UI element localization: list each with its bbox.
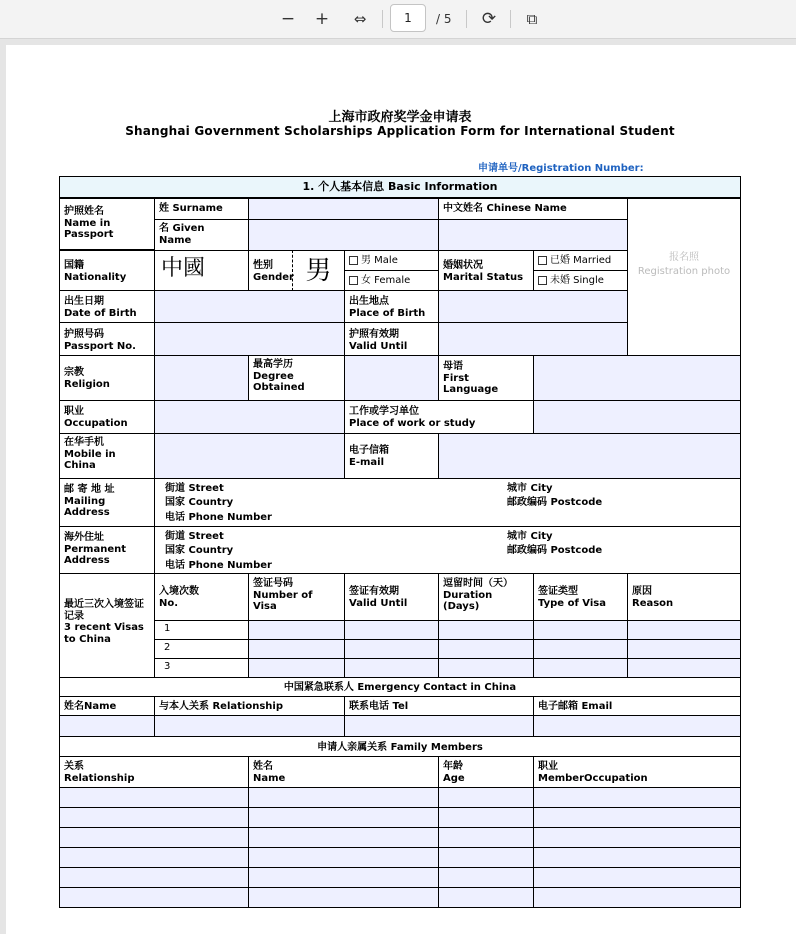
visa-cell[interactable] — [248, 658, 345, 678]
toolbar-divider — [466, 10, 467, 28]
visa-header-entries: 入境次数 No. — [154, 573, 249, 621]
place-of-birth-field[interactable] — [438, 290, 628, 323]
visa-cell[interactable] — [438, 639, 534, 659]
family-cell[interactable] — [248, 867, 439, 888]
label-email: 电子信箱 E-mail — [344, 433, 439, 479]
visa-header-type: 签证类型 Type of Visa — [533, 573, 628, 621]
family-cell[interactable] — [248, 847, 439, 868]
email-field[interactable] — [438, 433, 741, 479]
date-of-birth-field[interactable] — [154, 290, 345, 323]
visa-row-number: 2 — [154, 639, 249, 659]
section-header-emergency-contact: 中国紧急联系人 Emergency Contact in China — [59, 677, 741, 697]
emergency-label-relationship: 与本人关系 Relationship — [154, 696, 345, 716]
family-cell[interactable] — [59, 847, 249, 868]
family-cell[interactable] — [438, 827, 534, 848]
visa-row-number: 1 — [154, 620, 249, 640]
label-recent-visas: 最近三次入境签证 记录 3 recent Visas to China — [59, 573, 155, 678]
label-place-of-birth: 出生地点 Place of Birth — [344, 290, 439, 323]
label-mailing-postcode: 邮政编码 Postcode — [507, 497, 603, 508]
family-cell[interactable] — [59, 827, 249, 848]
label-permanent-address: 海外住址 Permanent Address — [59, 526, 155, 574]
label-degree: 最高学历 Degree Obtained — [248, 355, 345, 401]
chinese-name-field[interactable] — [438, 219, 628, 251]
label-occupation: 职业 Occupation — [59, 400, 155, 434]
visa-cell[interactable] — [248, 639, 345, 659]
visa-cell[interactable] — [344, 658, 439, 678]
visa-cell[interactable] — [344, 620, 439, 640]
emergency-label-name: 姓名Name — [59, 696, 155, 716]
page-total: / 5 — [436, 12, 452, 26]
family-cell[interactable] — [533, 847, 741, 868]
checkbox-icon — [349, 276, 358, 285]
label-mailing-city: 城市 City — [507, 483, 553, 494]
label-religion: 宗教 Religion — [59, 355, 155, 401]
family-cell[interactable] — [438, 887, 534, 908]
visa-header-reason: 原因 Reason — [627, 573, 741, 621]
occupation-field[interactable] — [154, 400, 345, 434]
label-permanent-city: 城市 City — [507, 531, 553, 542]
family-cell[interactable] — [59, 867, 249, 888]
permanent-address-field[interactable] — [154, 526, 741, 574]
gender-male-option[interactable]: 男 Male — [344, 250, 439, 271]
label-workplace: 工作或学习单位 Place of work or study — [344, 400, 534, 434]
family-cell[interactable] — [248, 807, 439, 828]
section-header-family-members: 申请人亲属关系 Family Members — [59, 736, 741, 757]
family-label-occupation: 职业 MemberOccupation — [533, 756, 741, 788]
visa-cell[interactable] — [533, 620, 628, 640]
label-permanent-country: 国家 Country — [165, 545, 234, 556]
family-cell[interactable] — [438, 787, 534, 808]
visa-cell[interactable] — [438, 658, 534, 678]
visa-header-number: 签证号码 Number of Visa — [248, 573, 345, 621]
emergency-relationship-field[interactable] — [154, 715, 345, 737]
family-cell[interactable] — [59, 787, 249, 808]
label-name-in-passport: 护照姓名 Name in Passport — [59, 198, 155, 250]
mailing-address-field[interactable] — [154, 478, 741, 527]
label-mailing-phone: 电话 Phone Number — [165, 512, 272, 523]
emergency-label-tel: 联系电话 Tel — [344, 696, 534, 716]
nationality-field[interactable]: 中國 — [154, 250, 249, 291]
family-cell[interactable] — [248, 787, 439, 808]
passport-valid-until-field[interactable] — [438, 322, 628, 356]
gender-value-field[interactable]: 男 — [292, 250, 345, 291]
page-view-icon[interactable]: ⧉ — [526, 10, 538, 28]
family-cell[interactable] — [533, 867, 741, 888]
family-cell[interactable] — [438, 847, 534, 868]
checkbox-icon — [538, 276, 547, 285]
passport-no-field[interactable] — [154, 322, 345, 356]
label-mobile-in-china: 在华手机 Mobile in China — [59, 433, 155, 479]
zoom-in-icon[interactable]: + — [314, 9, 330, 29]
visa-header-valid-until: 签证有效期 Valid Until — [344, 573, 439, 621]
family-cell[interactable] — [533, 787, 741, 808]
religion-field[interactable] — [154, 355, 249, 401]
family-cell[interactable] — [533, 807, 741, 828]
rotate-icon[interactable]: ⟳ — [481, 9, 497, 29]
form-title-en: Shanghai Government Scholarships Application Form for International Student — [125, 124, 675, 138]
mobile-field[interactable] — [154, 433, 345, 479]
visa-header-duration: 逗留时间（天） Duration (Days) — [438, 573, 534, 621]
fit-width-icon[interactable]: ⇔ — [353, 10, 367, 28]
registration-photo-box[interactable]: 报名照 Registration photo — [627, 198, 741, 356]
label-date-of-birth: 出生日期 Date of Birth — [59, 290, 155, 323]
checkbox-icon — [349, 256, 358, 265]
family-cell[interactable] — [438, 867, 534, 888]
label-marital-status: 婚姻状况 Marital Status — [438, 250, 534, 291]
marital-single-option[interactable]: 未婚 Single — [533, 270, 628, 291]
label-passport-no: 护照号码 Passport No. — [59, 322, 155, 356]
emergency-email-field[interactable] — [533, 715, 741, 737]
family-cell[interactable] — [533, 887, 741, 908]
label-chinese-name: 中文姓名 Chinese Name — [438, 198, 628, 220]
label-surname: 姓 Surname — [154, 198, 249, 220]
label-permanent-phone: 电话 Phone Number — [165, 560, 272, 571]
zoom-out-icon[interactable]: − — [280, 9, 296, 29]
emergency-name-field[interactable] — [59, 715, 155, 737]
family-cell[interactable] — [248, 887, 439, 908]
label-nationality: 国籍 Nationality — [59, 250, 155, 291]
label-first-language: 母语 First Language — [438, 355, 534, 401]
toolbar-divider — [510, 10, 511, 28]
family-cell[interactable] — [438, 807, 534, 828]
degree-field[interactable] — [344, 355, 439, 401]
marital-married-option[interactable]: 已婚 Married — [533, 250, 628, 271]
visa-cell[interactable] — [533, 639, 628, 659]
section-header-basic-info: 1. 个人基本信息 Basic Information — [59, 176, 741, 198]
visa-cell[interactable] — [438, 620, 534, 640]
page-number-input[interactable]: 1 — [390, 4, 426, 32]
registration-number-label: 申请单号/Registration Number: — [478, 163, 644, 174]
visa-cell[interactable] — [627, 620, 741, 640]
visa-cell[interactable] — [248, 620, 345, 640]
family-label-age: 年龄 Age — [438, 756, 534, 788]
emergency-tel-field[interactable] — [344, 715, 534, 737]
surname-field[interactable] — [248, 198, 439, 220]
visa-cell[interactable] — [533, 658, 628, 678]
label-given-name: 名 Given Name — [154, 219, 249, 251]
label-permanent-street: 街道 Street — [165, 531, 224, 542]
gender-female-option[interactable]: 女 Female — [344, 270, 439, 291]
pdf-toolbar — [0, 0, 796, 39]
label-mailing-country: 国家 Country — [165, 497, 234, 508]
family-cell[interactable] — [248, 827, 439, 848]
family-label-name: 姓名 Name — [248, 756, 439, 788]
family-label-relationship: 关系 Relationship — [59, 756, 249, 788]
family-cell[interactable] — [533, 827, 741, 848]
emergency-label-email: 电子邮箱 Email — [533, 696, 741, 716]
label-passport-valid-until: 护照有效期 Valid Until — [344, 322, 439, 356]
workplace-field[interactable] — [533, 400, 741, 434]
visa-cell[interactable] — [627, 658, 741, 678]
family-cell[interactable] — [59, 887, 249, 908]
visa-row-number: 3 — [154, 658, 249, 678]
label-mailing-address: 邮 寄 地 址 Mailing Address — [59, 478, 155, 527]
family-cell[interactable] — [59, 807, 249, 828]
toolbar-divider — [382, 10, 383, 28]
given-name-field[interactable] — [248, 219, 439, 251]
label-mailing-street: 街道 Street — [165, 483, 224, 494]
visa-cell[interactable] — [344, 639, 439, 659]
label-permanent-postcode: 邮政编码 Postcode — [507, 545, 603, 556]
checkbox-icon — [538, 256, 547, 265]
form-title-cn: 上海市政府奖学金申请表 — [328, 110, 472, 125]
label-gender: 性别 Gender — [248, 250, 345, 291]
visa-cell[interactable] — [627, 639, 741, 659]
first-language-field[interactable] — [533, 355, 741, 401]
